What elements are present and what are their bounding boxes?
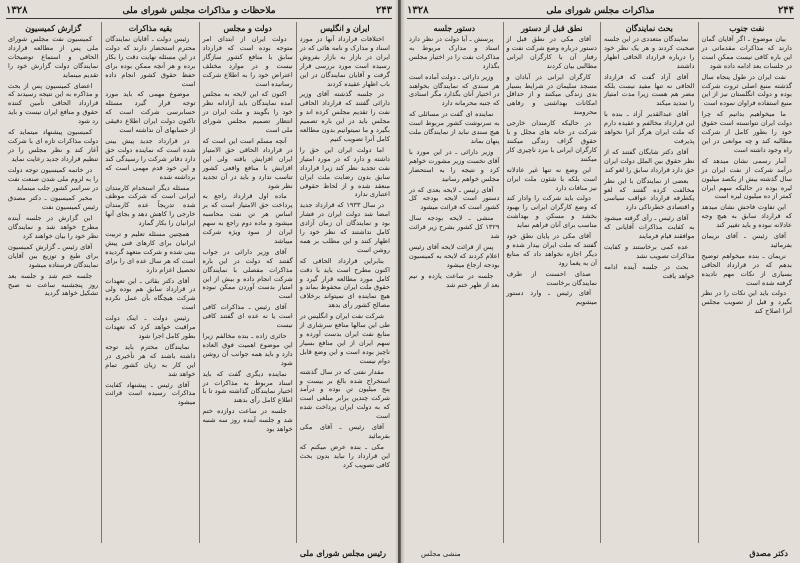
right-paragraph: منشی ـ لایحه بودجه سال ۱۳۲۹ کل کشور بشرح زیر قرائت شد (409, 214, 500, 241)
left-paragraph: در جلسه گذشته آقای وزیر دارائی گفتند که قرارداد الحاقی نفت را تقدیم مجلس کرده اند و مجلس باید در این باره تصمیم بگیرد و ما نمیتوانیم بدون مطالعه کامل آنرا تصویب کنیم (299, 90, 390, 143)
right-paragraph: آقای عبدالقدیر آزاد ـ بنده با این قرارداد مخالفم و عقیده دارم که ملت ایران هرگز آنرا نخواهد پذیرفت (604, 110, 695, 145)
left-paragraph: این گزارش در جلسه آینده مطرح خواهد شد و نمایندگان نظر خود را بیان خواهند کرد (8, 214, 99, 241)
right-paragraph: بیان موضوع ـ اگر آقایان گمان دارند که مذاکرات مقدماتی در این باره کافی نیست ممکن است در جلسات بعد ادامه داده شود (701, 35, 792, 70)
left-paragraph: مقدار نفتی که در سال گذشته استخراج شده بالغ بر بیست و پنج میلیون تن بوده و درآمد شرکت چندین برابر مبلغی است که به دولت ایران پرداخت شده است (299, 367, 390, 421)
right-paragraph: پرسش ـ آیا دولت در نظر دارد اسناد و مدارک مربوط به مذاکرات نفت را در اختیار مجلس بگذارد (409, 35, 500, 70)
right-paragraph: کارگران ایرانی در آبادان و مسجد سلیمان در شرایط بسیار بدی زندگی میکنند و از حداقل امکانات بهداشتی و رفاهی محرومند (506, 72, 597, 117)
right-paragraph: آمار رسمی نشان میدهد که درآمد شرکت از نفت ایران در سال گذشته بیش از یکصد میلیون لیره بوده در حالیکه سهم ایران کمتر از ده میلیون لیره است (701, 156, 792, 201)
left-paragraph: اختلافات قرارداد آنها در مورد اسناد و مدارک و نامه هائی که در ایران در بازار به بازار بفروش رسیده است مورد بررسی قرار گرفت و آقایان نمایندگان در این باب اظهار عقیده کردند (299, 35, 390, 88)
right-paragraph: وزیر دارائی ـ در این مورد با آقای نخست وزیر مشورت خواهم کرد و نتیجه را به استحضار مجلس خواهم رسانید (409, 147, 500, 183)
left-column (5, 22, 101, 543)
right-paragraph: آقای مکی در نطق قبل از دستور درباره وضع شرکت نفت و رفتار آن با کارگران ایرانی مطالبی بیان کردند (506, 35, 597, 70)
left-paragraph: جلسه ختم شد و جلسه بعد روز پنجشنبه ساعت نه صبح تشکیل خواهد گردید (8, 271, 99, 298)
right-column-heading: نطق قبل از دستور (521, 24, 583, 33)
right-paragraph: صدای احسنت از طرف نمایندگان برخاست (506, 269, 597, 287)
left-paragraph: اما دولت ایران این حق را داشته و دارد که در مورد امتیاز نفت تجدید نظر کند زیرا قرارداد سابق بدون رضایت ملت ایران منعقد شده و از لحاظ حقوقی اعتباری ندارد (299, 145, 390, 199)
right-paragraph: این وضع نه تنها غیر عادلانه است بلکه با شئون ملت ایران نیز منافات دارد (506, 165, 597, 192)
right-header-title: مذاکرات مجلس شورای ملی (546, 6, 655, 16)
right-paragraph: آقای رئیس ـ رأی گرفته میشود به کفایت مذاکرات آقایانی که موافقند قیام فرمایند (604, 214, 695, 241)
left-page-number: ۲۴۳ (375, 5, 392, 16)
right-paragraph: بعضی از نمایندگان با این نظر مخالفت کرده گفتند که لغو یکطرفه قرارداد عواقب سیاسی و اقتصادی خطرناکی دارد (604, 176, 695, 212)
left-paragraph: آقای دکتر بقائی ـ این تعهدات در قرارداد سابق هم بوده ولی شرکت هیچگاه بآن عمل نکرده است (105, 276, 196, 312)
left-paragraph: رئیس دولت ـ اینک دولت مراقبت خواهد کرد که تعهدات بطور کامل اجرا شود (105, 314, 196, 340)
left-paragraph: رئیس دولت ـ آقایان نمایندگان محترم استحضار دارند که دولت در این مسئله نهایت دقت را بکار برده و هر آنچه ممکن بوده برای حفظ حقوق کشور انجام داده است (105, 35, 196, 88)
right-signature: دکتر مصدق (749, 548, 788, 558)
left-column (101, 22, 198, 543)
right-paragraph: آقای مکی در پایان نطق خود گفتند که ملت ایران بیدار شده و دیگر اجازه نخواهد داد که منابع آن به یغما رود (506, 232, 597, 267)
right-paragraph: نفت ایران در طول پنجاه سال گذشته منبع اصلی ثروت شرکت بوده و دولت انگلستان نیز از این منبع استفاده فراوان نموده است (701, 72, 792, 108)
left-paragraph: موضوع مهمی که باید مورد توجه قرار گیرد مسئله حسابرسی شرکت است که تاکنون دولت ایران اطلاع دقیقی از حسابهای آن نداشته است (105, 90, 196, 135)
left-paragraph: حائری زاده ـ بنده مخالفم زیرا این موضوع اهمیت فوق العاده دارد و باید همه جوانب آن روشن شود (202, 332, 293, 367)
right-paragraph: نریمان ـ بنده میخواهم توضیح بدهم که در قرارداد الحاقی بسیاری از نکات مهم نادیده گرفته شده است (701, 251, 792, 287)
right-paragraph: نماینده ای گفت در مسائلی که به سرنوشت کشور مربوط است هیچ سندی نباید از نمایندگان ملت پنهان بماند (409, 110, 500, 145)
right-column (406, 22, 503, 543)
right-columns (406, 22, 795, 543)
left-paragraph: آنچه مسلم است این است که در قرارداد الحاقی حق الامتیاز ایران افزایش یافته ولی این افزایش با منافع واقعی کشور تناسب ندارد و باید در آن تجدید نظر شود (202, 136, 293, 190)
right-footnote: منشی مجلس (421, 550, 461, 558)
left-paragraph: نمایندگان محترم باید توجه داشته باشند که هر تأخیری در این کار به زیان کشور تمام خواهد شد (105, 342, 196, 378)
left-paragraph: مخبر کمیسیون ـ دکتر مصدق رئیس کمیسیون نفت (8, 194, 99, 212)
left-paragraph: در قرارداد جدید پیش بینی شده است که نماینده دولت حق دارد دفاتر شرکت را رسیدگی کند و این خود قدم مهمی است که برداشته شده (105, 136, 196, 181)
right-paragraph: دولت باید این نکات را در نظر بگیرد و قبل از تصویب مجلس آنرا اصلاح کند (701, 289, 792, 316)
right-paragraph: پس از قرائت لایحه آقای رئیس اعلام کردند که لایحه به کمیسیون بودجه ارجاع میشود (409, 242, 500, 269)
right-paragraph: دولت باید شرکت را وادار کند که وضع کارگران ایرانی را بهبود بخشد و مسکن و بهداشت مناسب برای آنان فراهم نماید (506, 194, 597, 230)
right-paragraph: آقای رئیس ـ لایحه بعدی که در دستور است لایحه بودجه کل کشور است که قرائت میشود (409, 185, 500, 212)
right-running-head (407, 4, 794, 19)
left-paragraph: در سال ۱۹۳۳ که قرارداد جدید امضا شد دولت ایران در فشار بود و نمایندگان آن زمان آزادی کامل نداشتند که نظر خود را اظهار کنند و این مطلب بر همه روشن است (299, 201, 390, 254)
left-paragraph: مسئله دیگر استخدام کارمندان ایرانی است که شرکت موظف شده تدریجاً عده کارمندان خارجی را کاهش دهد و بجای آنها ایرانیان را بکار گمارد (105, 183, 196, 228)
left-paragraph: نماینده دیگری گفت که باید اسناد مربوط به مذاکرات در اختیار نمایندگان گذاشته شود تا با اطلاع کامل رأی بدهند (202, 369, 293, 405)
right-paragraph: وزیر دارائی ـ دولت آماده است هر سندی که نمایندگان بخواهند در اختیار آنان بگذارد مگر اسنادی که جنبه محرمانه دارد (409, 72, 500, 108)
left-paragraph: بنابراین قرارداد الحاقی که اکنون مطرح است باید با دقت کامل مورد مطالعه قرار گیرد و حقوق ملت ایران محفوظ بماند و هیچ نماینده ای نمیتواند برخلاف مصالح کشور رأی بدهد (299, 256, 390, 310)
right-paragraph: بحث در جلسه آینده ادامه خواهد یافت (604, 262, 695, 280)
left-paragraph: دولت ایران از ابتدای امر متوجه بوده است که قرارداد سابق با منافع کشور سازگار نیست و در موارد مختلف اعتراض خود را به اطلاع شرکت رسانیده است (202, 35, 293, 88)
left-running-head (6, 4, 392, 19)
right-page-number: ۲۴۴ (777, 5, 794, 16)
left-paragraph: کمیسیون نفت مجلس شورای ملی پس از مطالعه قرارداد الحاقی و استماع توضیحات نمایندگان دولت گزارش خود را تقدیم مینماید (8, 35, 99, 79)
right-column (503, 22, 601, 543)
left-paragraph: اعضای کمیسیون پس از بحث و مذاکره به این نتیجه رسیدند که قرارداد الحاقی تأمین کننده حقوق و منافع ایران نیست و باید رد شود (8, 81, 99, 126)
left-paragraph: آقای وزیر دارائی در جواب گفتند که دولت در این باره مذاکرات مفصلی با نمایندگان شرکت انجام داده و بیش از این امتیاز بدست آوردن ممکن نبوده است (202, 247, 293, 301)
left-paragraph: آقای رئیس ـ آقای مکی بفرمائید (299, 423, 390, 440)
left-signature: رئیس مجلس شورای ملی (299, 548, 386, 558)
left-paragraph: همچنین مسئله تعلیم و تربیت ایرانیان برای کارهای فنی پیش بینی شده و شرکت متعهد گردیده است که هر سال عده ای را برای تحصیل اعزام دارد (105, 230, 196, 274)
left-column-heading: گزارش کمیسیون (25, 24, 82, 33)
right-paragraph: عده کمی برخاستند و کفایت مذاکرات تصویب نشد (604, 242, 695, 260)
right-paragraph: آقای آزاد گفت که قرارداد الحاقی نه تنها مفید نیست بلکه مضر هم هست زیرا مدت امتیاز را تمدید میکند (604, 72, 695, 108)
left-column-heading: دولت و مجلس (223, 24, 272, 33)
left-column (296, 22, 393, 543)
left-paragraph: جلسه در ساعت دوازده ختم شد و جلسه آینده روز سه شنبه خواهد بود (202, 407, 293, 434)
left-paragraph: مکی ـ بنده عرض میکنم که این قرارداد را نباید بدون بحث کافی تصویب کرد (299, 442, 390, 469)
right-column-heading: نفت جنوب (729, 24, 765, 33)
right-paragraph: نمایندگان متعددی در این جلسه صحبت کردند و هر یک نظر خود را درباره قرارداد الحاقی اظهار داشتند (604, 35, 695, 70)
left-paragraph: شرکت نفت ایران و انگلیس در طی این سالها منافع سرشاری از منابع نفت ایران بدست آورده و سهم ایران از این منافع بسیار ناچیز بوده است و این وضع قابل دوام نیست (299, 312, 390, 365)
left-paragraph: کمیسیون پیشنهاد مینماید که دولت مذاکرات تازه ای با شرکت آغاز کند و نظر مجلس را در تنظیم قرارداد جدید رعایت نماید (8, 128, 99, 163)
right-paragraph: این تفاوت فاحش نشان میدهد که قرارداد سابق به هیچ وجه عادلانه نبوده و باید تغییر کند (701, 203, 792, 230)
left-paragraph: آقای رئیس ـ گزارش کمیسیون برای طبع و توزیع بین آقایان نمایندگان فرستاده میشود (8, 242, 99, 269)
right-column (698, 22, 796, 543)
right-paragraph: آقای رئیس ـ وارد دستور میشویم (506, 289, 597, 307)
left-paragraph: در خاتمه کمیسیون توجه دولت را به لزوم ملی شدن صنعت نفت در سراسر کشور جلب مینماید (8, 165, 99, 192)
right-paragraph: جلسه در ساعت یازده و نیم بعد از ظهر ختم شد (409, 271, 500, 289)
left-paragraph: ماده اول قرارداد راجع به پرداخت حق الامتیاز است که بر اساس هر تن نفت محاسبه میشود و ماده دوم راجع به سهم ایران از سود ویژه شرکت میباشد (202, 192, 293, 245)
left-header-title: ملاحظات و مذاکرات مجلس شورای ملی (122, 6, 276, 16)
left-column-heading: بقیه مذاکرات (128, 24, 173, 33)
right-paragraph: ما میخواهیم بدانیم که چرا دولت ایران نتوانسته است حقوق خود را بطور کامل از شرکت مطالبه کند و چه موانعی در این راه وجود داشته است (701, 110, 792, 154)
right-paragraph: در حالیکه کارمندان خارجی شرکت در خانه های مجلل و با حقوق گزاف زندگی میکنند کارگران ایرانی با مزد ناچیزی کار میکنند (506, 119, 597, 163)
right-paragraph: آقای رئیس ـ آقای نریمان بفرمائید (701, 232, 792, 249)
left-column-heading: ایران و انگلیس (320, 24, 370, 33)
left-header-date: ۱۳۲۸ (6, 5, 28, 16)
right-column-heading: دستور جلسه (433, 24, 475, 33)
left-columns (5, 22, 393, 543)
left-column (199, 22, 296, 543)
left-paragraph: آقای رئیس ـ پیشنهاد کفایت مذاکرات رسیده است قرائت میشود (105, 380, 196, 407)
left-paragraph: آقای رئیس ـ مذاکرات کافی است یا نه عده ای گفتند کافی نیست (202, 303, 293, 330)
left-paragraph: اکنون که این لایحه به مجلس آمده نمایندگان باید آزادانه نظر خود را بگویند و ملت ایران در انتظار تصمیم مجلس شورای ملی است (202, 90, 293, 135)
right-header-date: ۱۳۲۸ (407, 5, 429, 16)
right-column (600, 22, 698, 543)
right-column-heading: بحث نمایندگان (625, 24, 673, 33)
right-paragraph: آقای دکتر شایگان گفتند که از نظر حقوق بین الملل دولت ایران حق دارد قرارداد سابق را لغو کند (604, 147, 695, 174)
right-page (400, 0, 800, 563)
